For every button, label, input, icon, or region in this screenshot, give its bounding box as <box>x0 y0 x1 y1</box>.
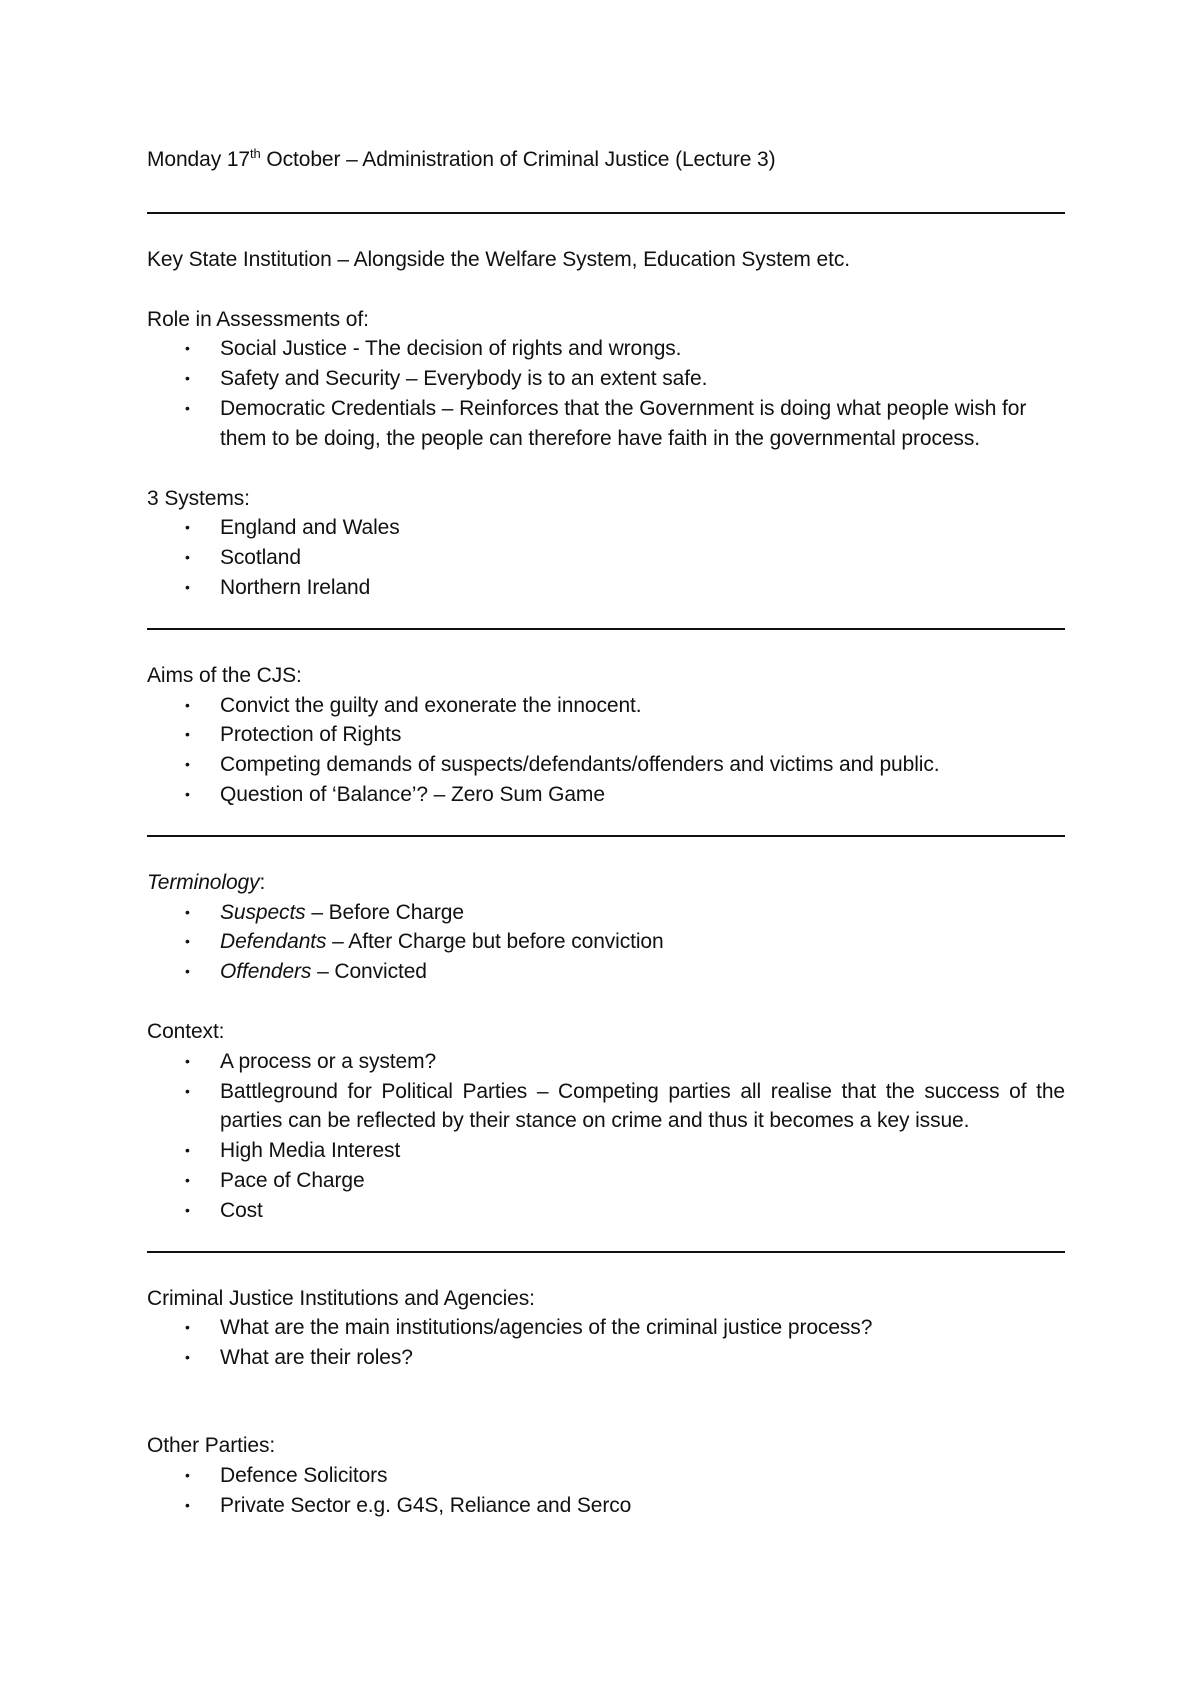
aims-list <box>147 691 1065 810</box>
terminology-heading: Terminology: <box>147 870 266 894</box>
terminology-list <box>147 898 1065 987</box>
bullet-icon: • <box>185 963 190 980</box>
bullet-icon: • <box>185 1349 190 1366</box>
institutions-heading: Criminal Justice Institutions and Agencies: <box>147 1286 535 1310</box>
intro-text: Key State Institution – Alongside the Welfare System, Education System etc. <box>147 247 850 271</box>
bullet-icon: • <box>185 785 190 802</box>
list-item: • Private Sector e.g. G4S, Reliance and Serco <box>147 1491 1065 1521</box>
list-item: • Question of ‘Balance’? – Zero Sum Game <box>147 780 1065 810</box>
bullet-icon: • <box>185 399 190 416</box>
bullet-icon: • <box>185 1319 190 1336</box>
bullet-icon: • <box>185 1201 190 1218</box>
list-item: • Defence Solicitors <box>147 1461 1065 1491</box>
bullet-icon: • <box>185 1496 190 1513</box>
list-item: • Scotland <box>147 543 1065 573</box>
page-title: Monday 17th October – Administration of Criminal Justice (Lecture 3) <box>147 146 776 171</box>
list-item: • Social Justice - The decision of rights and wrongs. <box>147 334 1065 364</box>
list-item: • What are their roles? <box>147 1343 1065 1373</box>
list-item: • Competing demands of suspects/defendants/offenders and victims and public. <box>147 750 1065 780</box>
institutions-list <box>147 1313 1065 1373</box>
divider <box>147 1244 1065 1260</box>
list-item: • What are the main institutions/agencies of the criminal justice process? <box>147 1313 1065 1343</box>
bullet-icon: • <box>185 1082 190 1099</box>
list-item: • Safety and Security – Everybody is to an extent safe. <box>147 364 1065 394</box>
bullet-icon: • <box>185 1052 190 1069</box>
bullet-icon: • <box>185 1142 190 1159</box>
bullet-icon: • <box>185 726 190 743</box>
list-item: • Cost <box>147 1196 1065 1226</box>
bullet-icon: • <box>185 549 190 566</box>
divider <box>147 621 1065 637</box>
list-item: • Democratic Credentials – Reinforces that the Government is doing what people wish for them to be doing, the people can therefore have faith in the governmental process. <box>147 394 1065 454</box>
list-item: • High Media Interest <box>147 1136 1065 1166</box>
context-heading: Context: <box>147 1019 225 1043</box>
list-item: • Pace of Charge <box>147 1166 1065 1196</box>
bullet-icon: • <box>185 1171 190 1188</box>
bullet-icon: • <box>185 756 190 773</box>
list-item: • Protection of Rights <box>147 720 1065 750</box>
bullet-icon: • <box>185 578 190 595</box>
list-item: • Offenders – Convicted <box>147 957 1065 987</box>
list-item: • A process or a system? <box>147 1047 1065 1077</box>
bullet-icon: • <box>185 370 190 387</box>
divider <box>147 205 1065 221</box>
bullet-icon: • <box>185 1466 190 1483</box>
bullet-icon: • <box>185 519 190 536</box>
list-item: • Northern Ireland <box>147 573 1065 603</box>
aims-heading: Aims of the CJS: <box>147 663 302 687</box>
bullet-icon: • <box>185 903 190 920</box>
systems-heading: 3 Systems: <box>147 486 250 510</box>
list-item: • Defendants – After Charge but before conviction <box>147 927 1065 957</box>
document-page <box>147 145 1065 1520</box>
role-list <box>147 334 1065 453</box>
bullet-icon: • <box>185 340 190 357</box>
bullet-icon: • <box>185 933 190 950</box>
systems-list <box>147 513 1065 602</box>
divider <box>147 828 1065 844</box>
list-item: • Battleground for Political Parties – Competing parties all realise that the success of the parties can be reflected by their stance on crime and thus it becomes a key issue. <box>147 1077 1065 1137</box>
bullet-icon: • <box>185 696 190 713</box>
list-item: • England and Wales <box>147 513 1065 543</box>
other-heading: Other Parties: <box>147 1433 276 1457</box>
context-list <box>147 1047 1065 1226</box>
other-list <box>147 1461 1065 1521</box>
role-heading: Role in Assessments of: <box>147 307 369 331</box>
list-item: • Suspects – Before Charge <box>147 898 1065 928</box>
list-item: • Convict the guilty and exonerate the innocent. <box>147 691 1065 721</box>
